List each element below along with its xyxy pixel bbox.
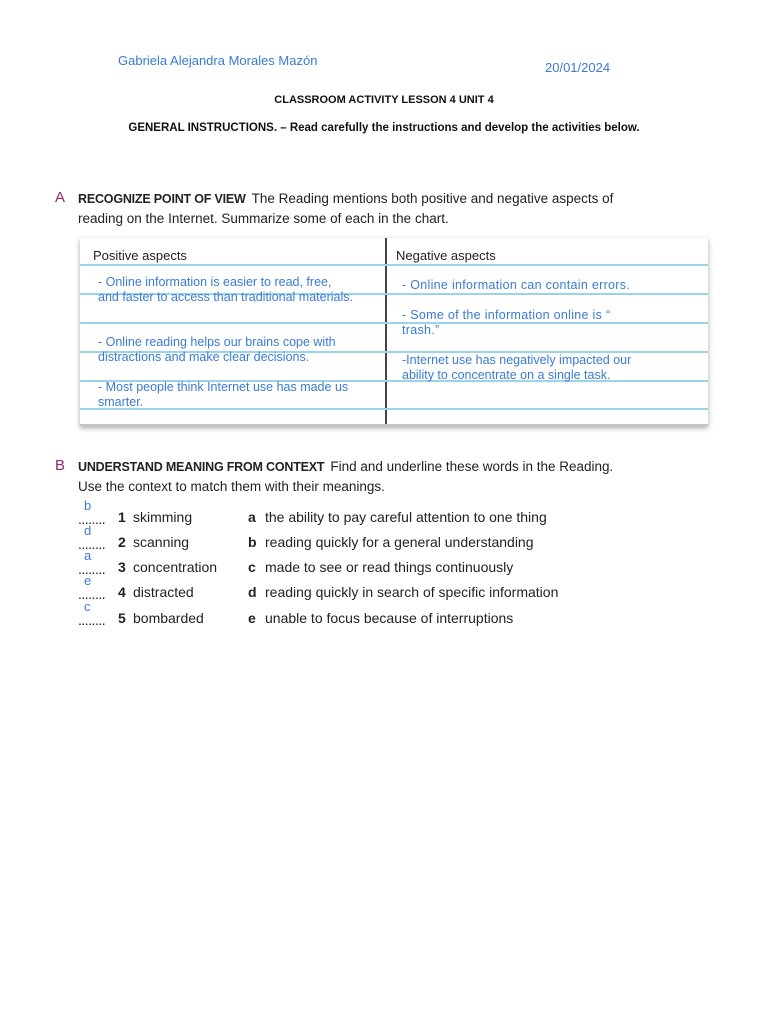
item-number: 4: [118, 584, 126, 600]
item-number: 1: [118, 509, 126, 525]
positive-item: - Online reading helps our brains cope with distractions and make clear decisions.: [98, 335, 336, 364]
answer-blank[interactable]: ........: [78, 511, 106, 527]
vocabulary-word: bombarded: [133, 610, 204, 626]
positive-aspects-header: Positive aspects: [93, 248, 187, 263]
answer-letter: b: [84, 498, 92, 513]
section-b-letter: B: [55, 457, 66, 474]
negative-aspects-header: Negative aspects: [396, 248, 496, 263]
section-a-heading: [78, 189, 638, 229]
item-number: 3: [118, 559, 126, 575]
section-a-heading-text: The Reading mentions both positive and negative aspects of reading on the Internet. Summarize some of each in the chart.: [78, 191, 614, 226]
answer-blank[interactable]: ........: [78, 612, 106, 628]
section-b-heading-bold: UNDERSTAND MEANING FROM CONTEXT: [78, 460, 325, 474]
table-rule: [80, 264, 708, 266]
activity-title: CLASSROOM ACTIVITY LESSON 4 UNIT 4: [274, 94, 494, 106]
item-number: 5: [118, 610, 126, 626]
item-number: 2: [118, 534, 126, 550]
section-b-heading: [78, 457, 638, 497]
matching-row: [78, 599, 578, 632]
negative-item: - Online information can contain errors.: [402, 278, 631, 292]
section-a-letter: A: [55, 189, 66, 206]
section-b-heading-text: Find and underline these words in the Reading. Use the context to match them with their meanings.: [78, 459, 614, 494]
answer-blank[interactable]: ........: [78, 536, 106, 552]
vocabulary-word: distracted: [133, 584, 194, 600]
section-a-heading-bold: RECOGNIZE POINT OF VIEW: [78, 192, 246, 206]
matching-row: [78, 548, 578, 581]
meaning-text: reading quickly in search of specific information: [265, 584, 559, 600]
meaning-text: unable to focus because of interruptions: [265, 610, 514, 626]
matching-row: [78, 498, 578, 531]
answer-blank[interactable]: ........: [78, 586, 106, 602]
positive-item: - Online information is easier to read, free, and faster to access than traditional materials.: [98, 275, 353, 304]
negative-item: -Internet use has negatively impacted our ability to concentrate on a single task.: [402, 353, 632, 382]
meaning-letter: b: [248, 534, 257, 550]
meaning-letter: e: [248, 610, 256, 626]
meaning-letter: c: [248, 559, 256, 575]
matching-row: [78, 573, 578, 606]
answer-letter: e: [84, 573, 92, 588]
answer-letter: a: [84, 548, 92, 563]
meaning-letter: d: [248, 584, 257, 600]
meaning-letter: a: [248, 509, 256, 525]
answer-blank[interactable]: ........: [78, 561, 106, 577]
answer-letter: d: [84, 523, 92, 538]
vocabulary-word: concentration: [133, 559, 218, 575]
date: 20/01/2024: [545, 60, 611, 75]
meaning-text: the ability to pay careful attention to one thing: [265, 509, 547, 525]
vocabulary-word: scanning: [133, 534, 190, 550]
answer-letter: c: [84, 599, 91, 614]
vocabulary-word: skimming: [133, 509, 193, 525]
negative-item: - Some of the information online is “ trash.”: [402, 308, 611, 337]
meaning-text: made to see or read things continuously: [265, 559, 514, 575]
student-name: Gabriela Alejandra Morales Mazón: [118, 53, 318, 68]
aspects-chart: [80, 238, 708, 426]
general-instructions: GENERAL INSTRUCTIONS. – Read carefully the instructions and develop the activities below.: [128, 122, 640, 134]
matching-row: [78, 523, 578, 556]
meaning-text: reading quickly for a general understanding: [265, 534, 534, 550]
column-divider: [385, 238, 387, 424]
positive-item: - Most people think Internet use has made us smarter.: [98, 380, 349, 409]
